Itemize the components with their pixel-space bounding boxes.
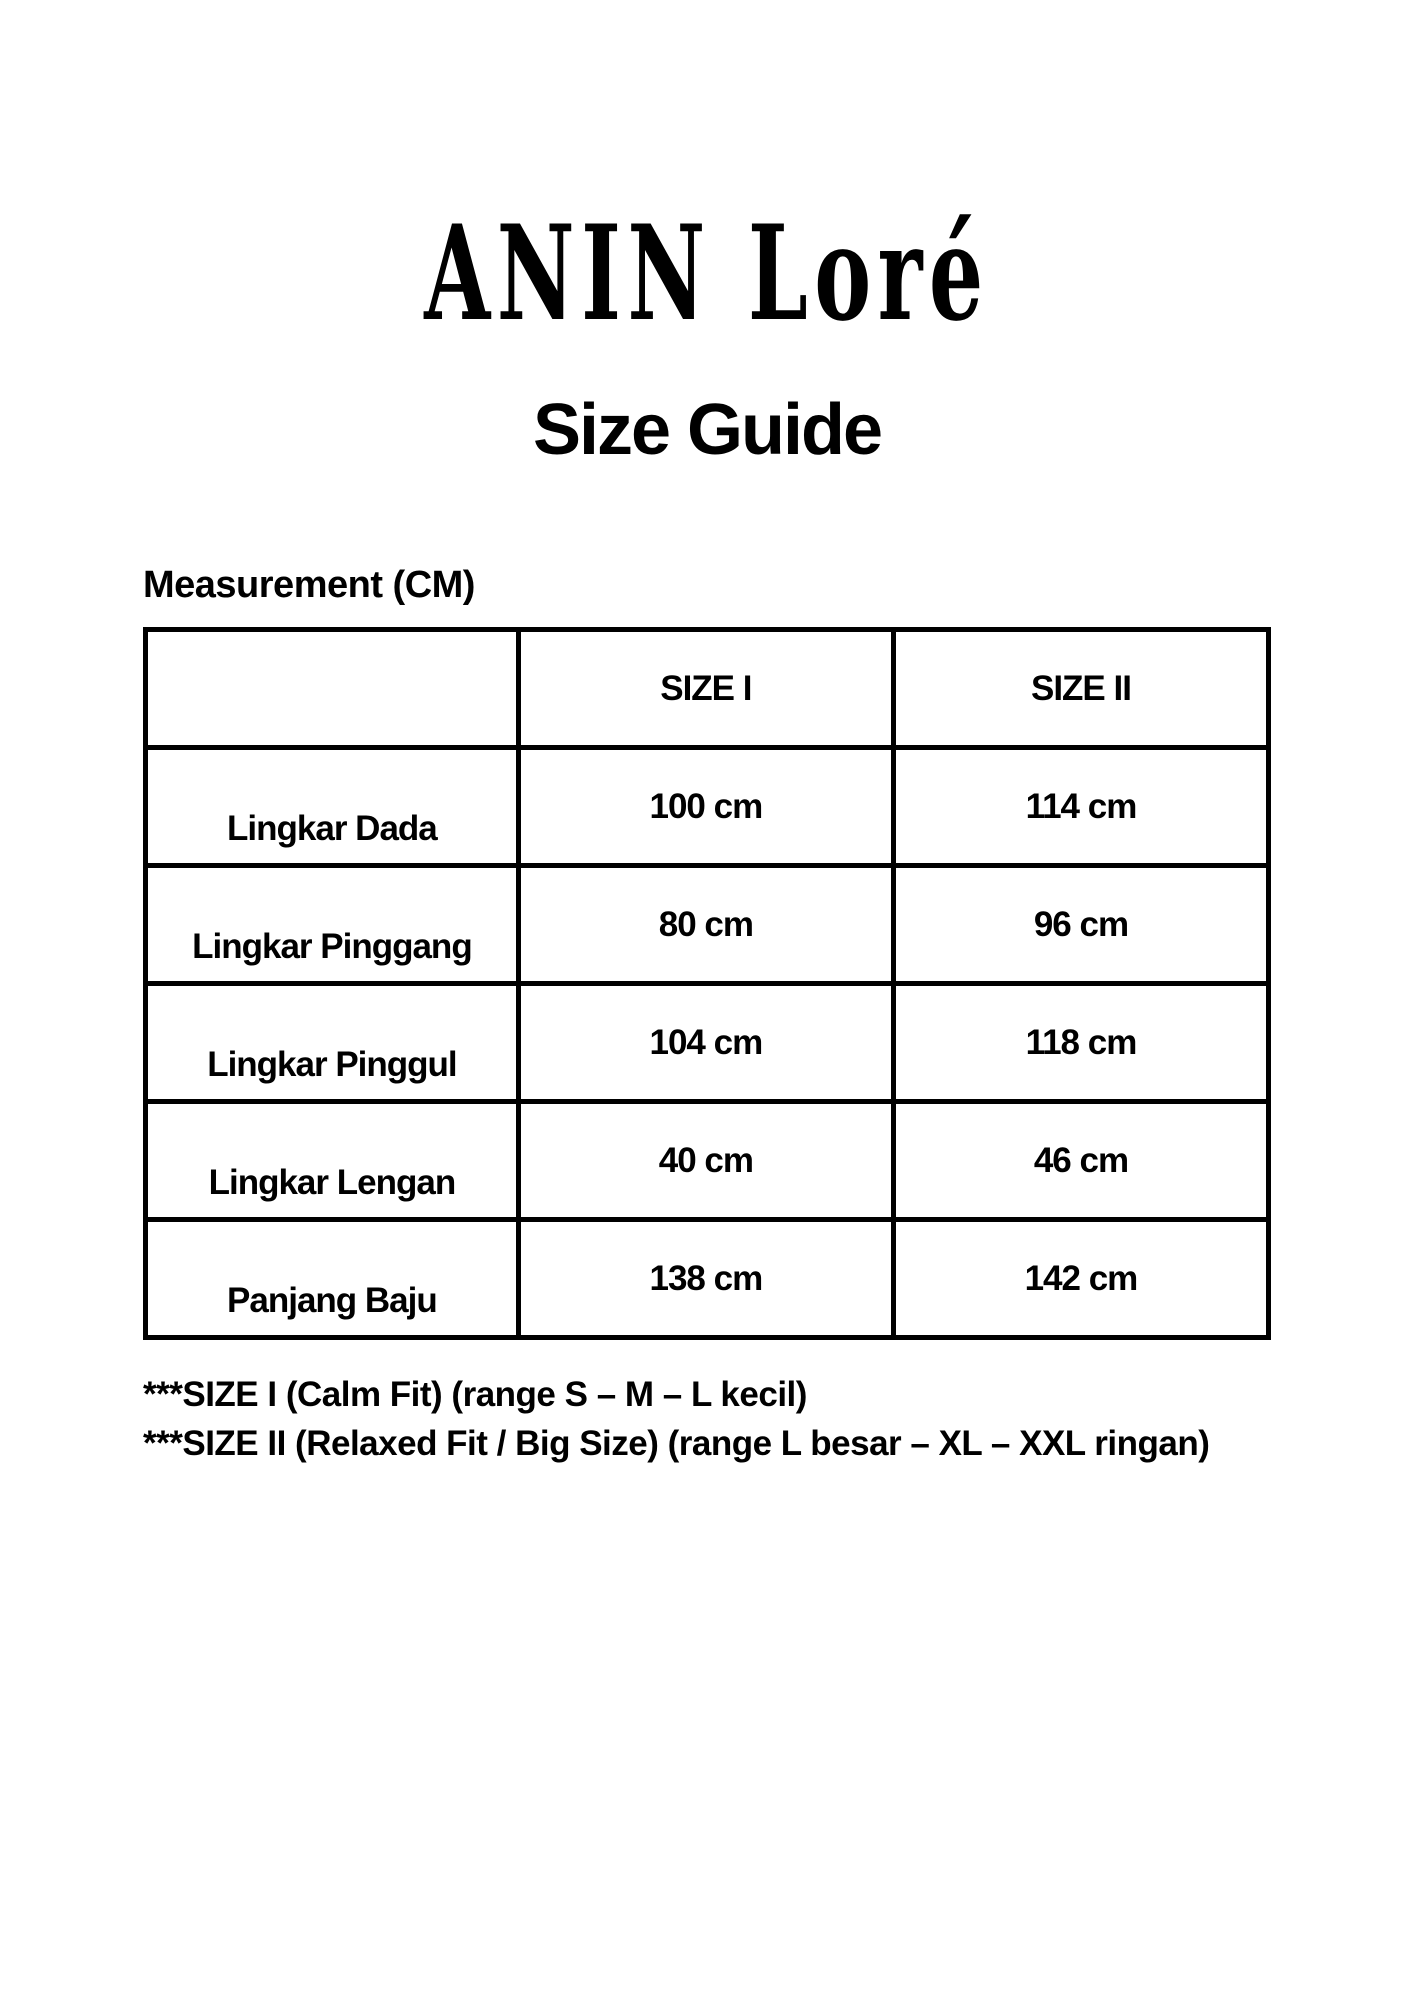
measurement-label: Panjang Baju bbox=[146, 1220, 519, 1338]
measurement-label: Lingkar Dada bbox=[146, 748, 519, 866]
header-size1-cell: SIZE I bbox=[518, 630, 893, 748]
size2-value: 46 cm bbox=[893, 1102, 1268, 1220]
size1-value: 100 cm bbox=[518, 748, 893, 866]
footnote-size2: ***SIZE II (Relaxed Fit / Big Size) (range L besar – XL – XXL ringan) bbox=[143, 1424, 1210, 1463]
table-row bbox=[146, 866, 1269, 984]
table-header-row bbox=[146, 630, 1269, 748]
size1-value: 104 cm bbox=[518, 984, 893, 1102]
measurement-label: Lingkar Lengan bbox=[146, 1102, 519, 1220]
size-table bbox=[143, 627, 1271, 1340]
brand-title-text: ANIN Loré bbox=[424, 196, 990, 350]
size2-value: 118 cm bbox=[893, 984, 1268, 1102]
size1-value: 40 cm bbox=[518, 1102, 893, 1220]
measurement-heading: Measurement (CM) bbox=[143, 564, 475, 606]
size2-value: 142 cm bbox=[893, 1220, 1268, 1338]
footnotes bbox=[143, 1370, 1209, 1468]
size2-value: 114 cm bbox=[893, 748, 1268, 866]
size1-value: 80 cm bbox=[518, 866, 893, 984]
header-empty-cell bbox=[146, 630, 519, 748]
brand-title bbox=[0, 193, 1414, 353]
table-row bbox=[146, 1220, 1269, 1338]
size2-value: 96 cm bbox=[893, 866, 1268, 984]
size1-value: 138 cm bbox=[518, 1220, 893, 1338]
table-row bbox=[146, 1102, 1269, 1220]
table-row bbox=[146, 984, 1269, 1102]
page-title: Size Guide bbox=[532, 390, 882, 470]
table-row bbox=[146, 748, 1269, 866]
measurement-label: Lingkar Pinggul bbox=[146, 984, 519, 1102]
header-size2-cell: SIZE II bbox=[893, 630, 1268, 748]
measurement-label: Lingkar Pinggang bbox=[146, 866, 519, 984]
footnote-size1: ***SIZE I (Calm Fit) (range S – M – L kecil) bbox=[143, 1375, 807, 1414]
